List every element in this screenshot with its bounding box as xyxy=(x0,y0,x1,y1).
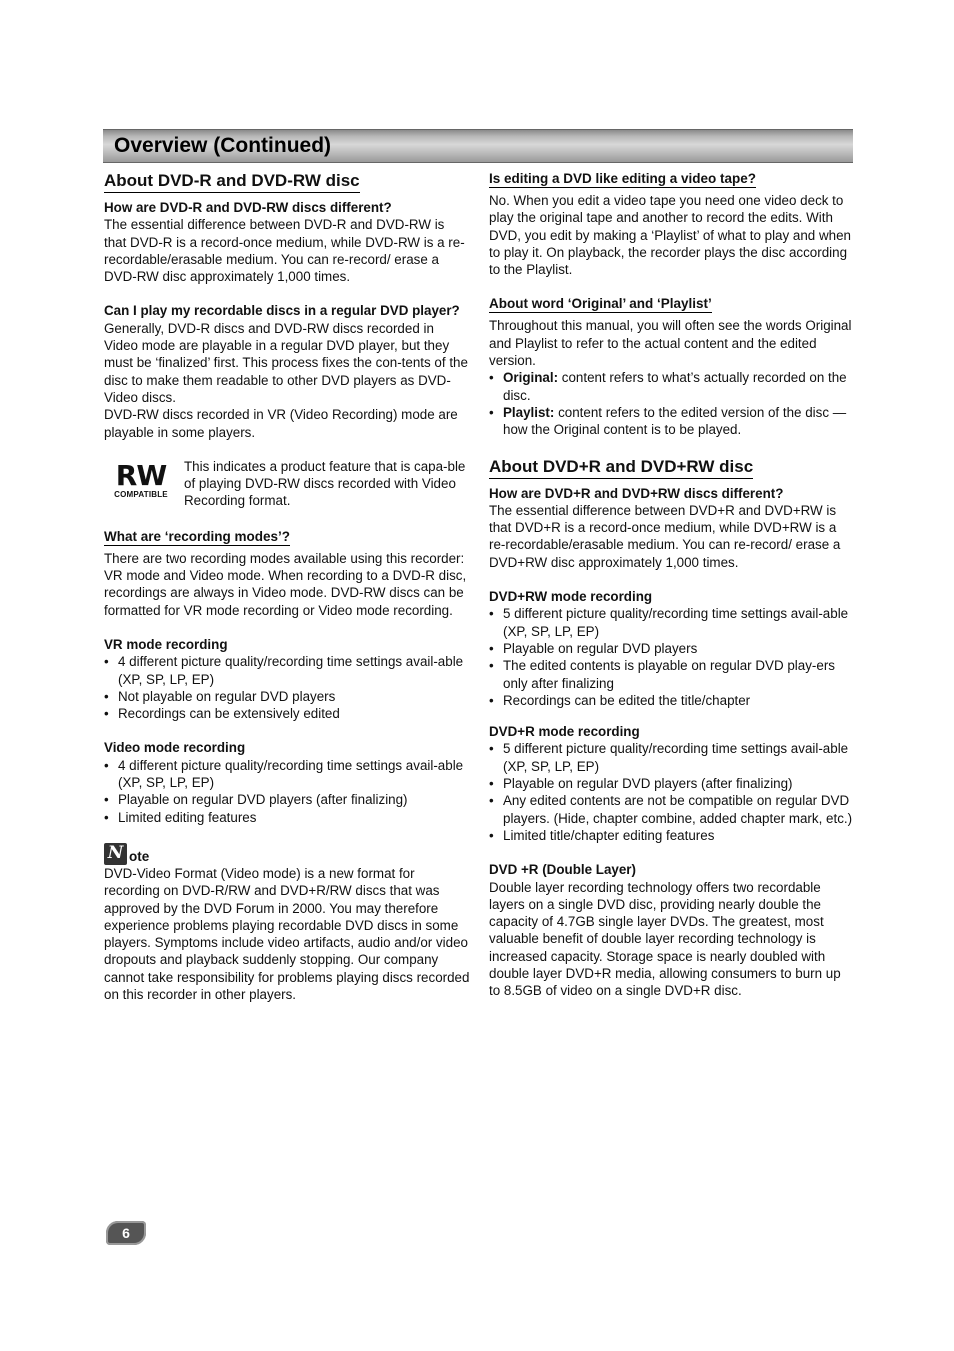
note-header xyxy=(104,843,470,865)
answer: DVD-RW discs recorded in VR (Video Recording) mode are playable in some players. xyxy=(104,407,458,440)
list-item: • Limited title/chapter editing features xyxy=(489,827,855,844)
list-item: • Playlist: content refers to the edited version of the disc — how the Original content is to be played. xyxy=(489,404,855,439)
rw-logo-subtext: COMPATIBLE xyxy=(114,489,168,499)
list-item: • Limited editing features xyxy=(104,809,470,826)
subheading-original-playlist: About word ‘Original’ and ‘Playlist’ xyxy=(489,296,712,312)
list-item: • Playable on regular DVD players (after finalizing) xyxy=(104,791,470,808)
vr-mode-list xyxy=(104,653,470,722)
vr-mode-heading: VR mode recording xyxy=(104,636,228,652)
list-item: • Recordings can be edited the title/chapter xyxy=(489,692,855,709)
list-item: • 4 different picture quality/recording time settings avail-able (XP, SP, LP, EP) xyxy=(104,757,470,792)
list-item: • 5 different picture quality/recording time settings avail-able (XP, SP, LP, EP) xyxy=(489,740,855,775)
note-text: DVD-Video Format (Video mode) is a new format for recording on DVD-R/RW and DVD+R/RW discs that was approved by the DVD Forum in 2000. You may therefore experience problems playing recordable DVD discs in some players. Symptoms include video artifacts, audio and/or video dropouts and playback suddenly stopping. Our company cannot take responsibility for problems playing discs recorded on this recorder in other players. xyxy=(104,865,470,1002)
double-layer-heading: DVD +R (Double Layer) xyxy=(489,862,636,878)
answer: The essential difference between DVD-R and DVD-RW is that DVD-R is a record-once medium, while DVD-RW is a re-recordable/erasable medium. You can re-record/ erase a DVD-RW disc approximately 1,000 times. xyxy=(104,217,465,285)
answer: Generally, DVD-R discs and DVD-RW discs recorded in Video mode are playable in a regular DVD player, but they must be ‘finalized’ first. This process fixes the con-tents of the disc to make them readable to other DVD players as DVD-Video discs. xyxy=(104,320,468,405)
terms-list xyxy=(489,369,855,438)
paragraph: There are two recording modes available using this recorder: VR mode and Video mode. When recording to a DVD-R disc, recordings are always in Video mode. DVD-RW discs can be formatted for VR mode recording or Video mode recording. xyxy=(104,550,467,618)
page-title: Overview (Continued) xyxy=(114,134,332,157)
rw-logo-text: RW xyxy=(115,458,167,492)
question: How are DVD+R and DVD+RW discs different? xyxy=(489,485,784,501)
list-item: • The edited contents is playable on regular DVD play-ers only after finalizing xyxy=(489,657,855,692)
paragraph: Throughout this manual, you will often see the words Original and Playlist to refer to the actual content and the edited version. xyxy=(489,318,852,369)
page-number: 6 xyxy=(106,1221,146,1245)
paragraph: No. When you edit a video tape you need one video deck to play the original tape and another to record the edits. With DVD, you edit by making a ‘Playlist’ of what to play and when to play it. On playback, the recorder plays the disc according to the Playlist. xyxy=(489,193,851,278)
subheading-editing: Is editing a DVD like editing a video tape? xyxy=(489,171,757,186)
dvd-plus-rw-list xyxy=(489,605,855,709)
right-column xyxy=(489,170,855,1000)
rw-compatible-logo xyxy=(111,458,171,499)
dvd-plus-r-list xyxy=(489,740,855,844)
video-mode-list xyxy=(104,757,470,826)
question: Can I play my recordable discs in a regular DVD player? xyxy=(104,303,460,319)
paragraph: Double layer recording technology offers two recordable layers on a single DVD disc, providing nearly double the capacity of 4.7GB single layer DVDs. The greatest, most valuable benefit of double layer recording technology is increased capacity. Storage space is nearly doubled with double layer DVD+R media, allowing consumers to burn up to 8.5GB of video on a single DVD+R disc. xyxy=(489,879,841,999)
title-bar xyxy=(103,129,853,163)
rw-compatible-box xyxy=(104,458,470,510)
subheading-recording-modes: What are ‘recording modes’? xyxy=(104,528,291,544)
list-item: • Recordings can be extensively edited xyxy=(104,705,470,722)
dvd-plus-r-heading: DVD+R mode recording xyxy=(489,724,640,740)
section-heading-dvd-r: About DVD-R and DVD-RW disc xyxy=(104,170,360,193)
list-item: • 4 different picture quality/recording time settings avail-able (XP, SP, LP, EP) xyxy=(104,653,470,688)
section-heading-dvd-plus-r: About DVD+R and DVD+RW disc xyxy=(489,456,753,479)
list-item: • Playable on regular DVD players (after finalizing) xyxy=(489,775,855,792)
note-icon: N xyxy=(104,843,127,865)
rw-description: This indicates a product feature that is capa-ble of playing DVD-RW discs recorded with Video Recording format. xyxy=(184,458,466,509)
left-column xyxy=(104,170,470,1003)
list-item: • Any edited contents are not be compatible on regular DVD players. (Hide, chapter combine, added chapter mark, etc.) xyxy=(489,792,855,827)
answer: The essential difference between DVD+R and DVD+RW is that DVD+R is a record-once medium, while DVD+RW is a re-recordable/erasable medium. You can re-record/ erase a DVD+RW disc approximately 1,000 times. xyxy=(489,502,841,570)
video-mode-heading: Video mode recording xyxy=(104,740,246,756)
note-label: ote xyxy=(129,848,150,864)
list-item: • 5 different picture quality/recording time settings avail-able (XP, SP, LP, EP) xyxy=(489,605,855,640)
dvd-plus-rw-heading: DVD+RW mode recording xyxy=(489,589,653,605)
question: How are DVD-R and DVD-RW discs different? xyxy=(104,200,392,215)
list-item: • Not playable on regular DVD players xyxy=(104,688,470,705)
list-item: • Playable on regular DVD players xyxy=(489,640,855,657)
list-item: • Original: content refers to what’s actually recorded on the disc. xyxy=(489,369,855,404)
